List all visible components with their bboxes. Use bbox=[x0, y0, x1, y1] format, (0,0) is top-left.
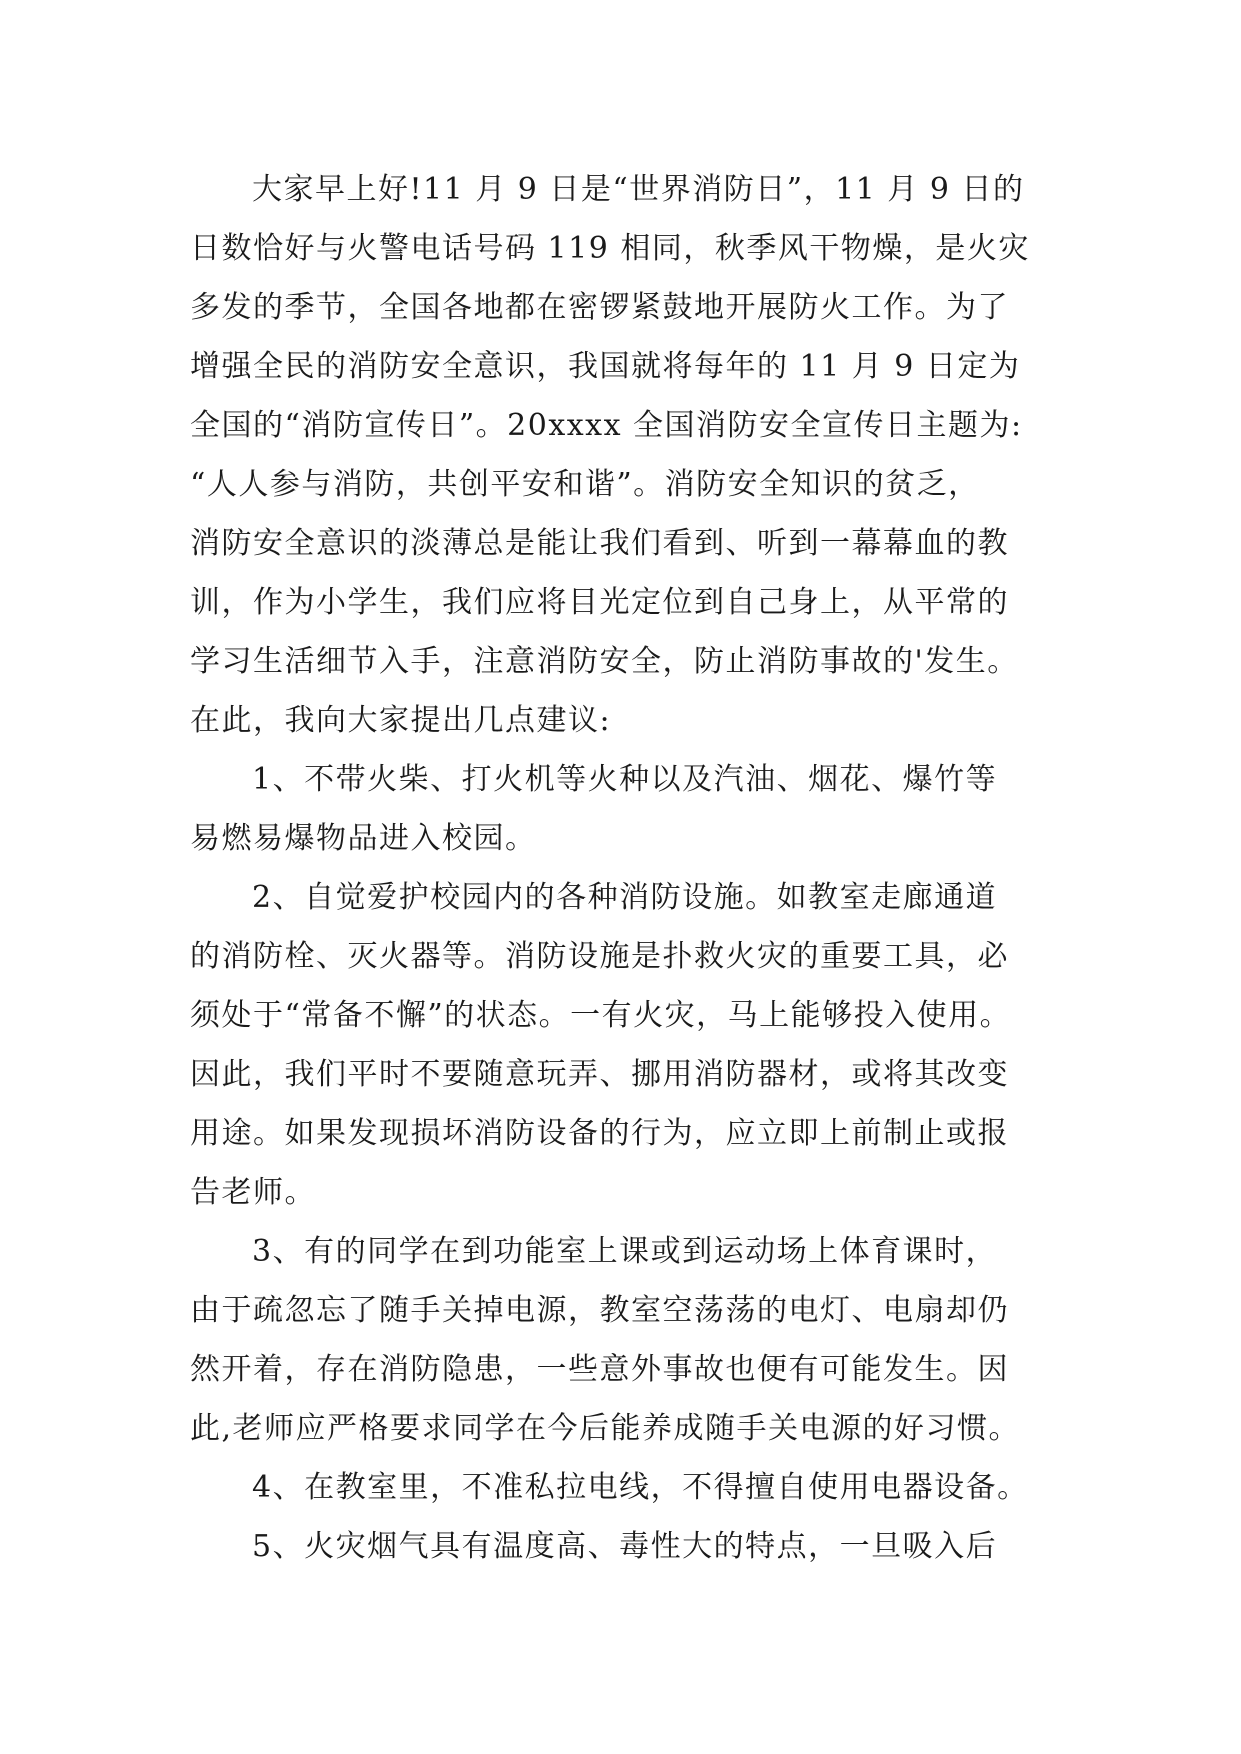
text-line: 此,老师应严格要求同学在今后能养成随手关电源的好习惯。 bbox=[190, 1411, 1021, 1446]
text-line: 由于疏忽忘了随手关掉电源，教室空荡荡的电灯、电扇却仍 bbox=[190, 1293, 1009, 1328]
text-line: 然开着，存在消防隐患，一些意外事故也便有可能发生。因 bbox=[190, 1352, 1009, 1387]
text-line: 4、在教室里，不准私拉电线，不得擅自使用电器设备。 bbox=[252, 1470, 1029, 1505]
text-line: 消防安全意识的淡薄总是能让我们看到、听到一幕幕血的教 bbox=[190, 526, 1009, 561]
text-line: 学习生活细节入手，注意消防安全，防止消防事故的'发生。 bbox=[190, 644, 1019, 679]
text-line: 5、火灾烟气具有温度高、毒性大的特点，一旦吸入后 bbox=[252, 1529, 998, 1564]
text-line: 多发的季节，全国各地都在密锣紧鼓地开展防火工作。为了 bbox=[190, 290, 1009, 325]
text-line: 1、不带火柴、打火机等火种以及汽油、烟花、爆竹等 bbox=[252, 762, 998, 797]
text-line: 须处于“常备不懈”的状态。一有火灾，马上能够投入使用。 bbox=[190, 998, 1012, 1033]
text-line: 2、自觉爱护校园内的各种消防设施。如教室走廊通道 bbox=[252, 880, 998, 915]
text-line: “人人参与消防，共创平安和谐”。消防安全知识的贫乏， bbox=[190, 467, 980, 502]
text-line: 因此，我们平时不要随意玩弄、挪用消防器材，或将其改变 bbox=[190, 1057, 1009, 1092]
text-line: 训，作为小学生，我们应将目光定位到自己身上，从平常的 bbox=[190, 585, 1009, 620]
text-line: 易燃易爆物品进入校园。 bbox=[190, 821, 537, 856]
text-line: 增强全民的消防安全意识，我国就将每年的 11 月 9 日定为 bbox=[190, 349, 1021, 384]
text-line: 3、有的同学在到功能室上课或到运动场上体育课时， bbox=[252, 1234, 998, 1269]
document-body bbox=[190, 160, 1070, 1576]
text-line: 日数恰好与火警电话号码 119 相同，秋季风干物燥，是火灾 bbox=[190, 231, 1030, 266]
text-line: 用途。如果发现损坏消防设备的行为，应立即上前制止或报 bbox=[190, 1116, 1009, 1151]
text-line: 在此，我向大家提出几点建议: bbox=[190, 703, 612, 738]
text-line: 告老师。 bbox=[190, 1175, 316, 1210]
text-line: 全国的“消防宣传日”。20xxxx 全国消防安全宣传日主题为: bbox=[190, 408, 1023, 443]
text-line: 大家早上好!11 月 9 日是“世界消防日”，11 月 9 日的 bbox=[252, 172, 1025, 207]
text-line: 的消防栓、灭火器等。消防设施是扑救火灾的重要工具，必 bbox=[190, 939, 1009, 974]
